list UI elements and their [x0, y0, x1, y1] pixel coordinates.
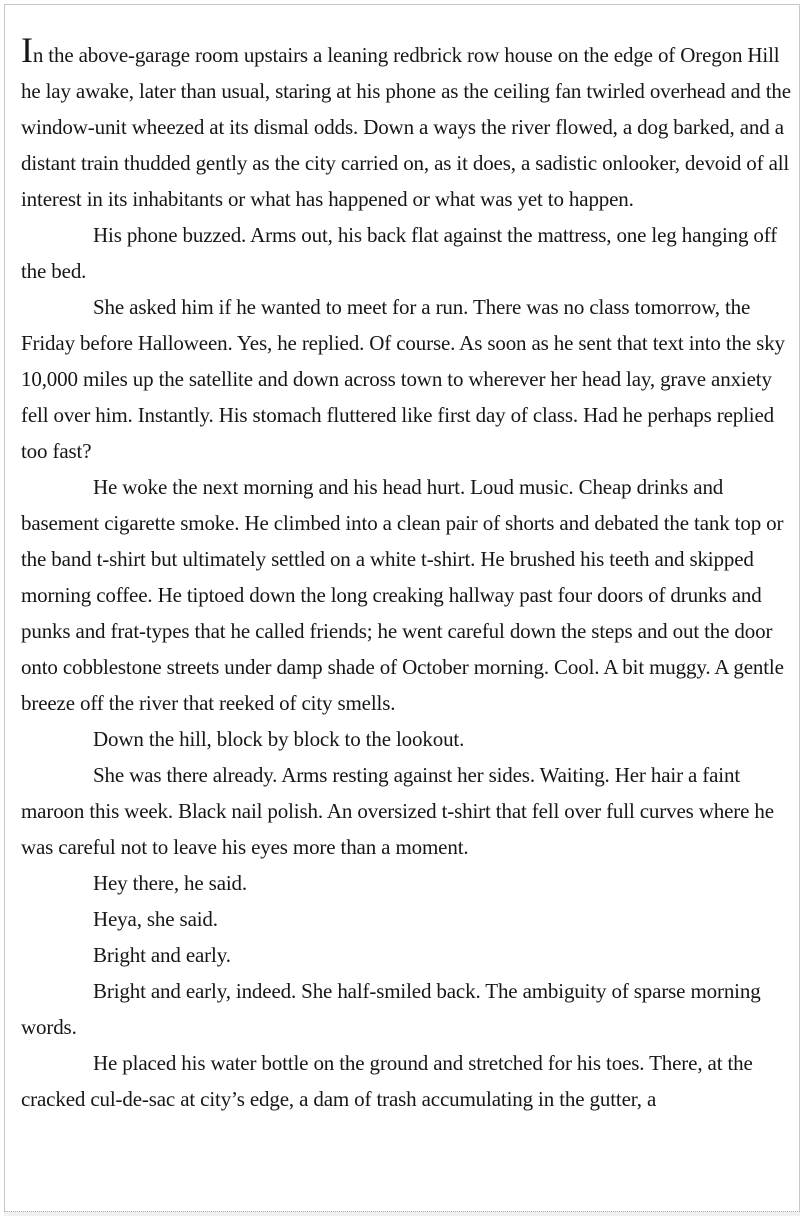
page-bottom-edge: [4, 1211, 800, 1216]
dialogue-line: Hey there, he said.: [93, 871, 248, 895]
paragraph: Down the hill, block by block to the lookout.: [93, 727, 465, 751]
story-body: [21, 30, 791, 1117]
dialogue-line: Heya, she said.: [93, 907, 218, 931]
paragraph: She was there already. Arms resting against her sides. Waiting. Her hair a faint maroon this week. Black nail polish. An oversized t-shirt that fell over full curves where he was careful not to leave his eyes more than a moment.: [21, 763, 774, 859]
opening-text: n the above-garage room upstairs a leaning redbrick row house on the edge of Oregon Hill he lay awake, later than usual, staring at his phone as the ceiling fan twirled overhead and the window-unit wheezed at its dismal odds. Down a ways the river flowed, a dog barked, and a distant train thudded gently as the city carried on, as it does, a sadistic onlooker, devoid of all interest in its inhabitants or what has happened or what was yet to happen.: [21, 43, 791, 211]
paragraph: He woke the next morning and his head hurt. Loud music. Cheap drinks and basement cigarette smoke. He climbed into a clean pair of shorts and debated the tank top or the band t-shirt but ultimately settled on a white t-shirt. He brushed his teeth and skipped morning coffee. He tiptoed down the long creaking hallway past four doors of drunks and punks and frat-types that he called friends; he went careful down the steps and out the door onto cobblestone streets under damp shade of October morning. Cool. A bit muggy. A gentle breeze off the river that reeked of city smells.: [21, 475, 784, 715]
paragraph: He placed his water bottle on the ground and stretched for his toes. There, at the cracked cul-de-sac at city’s edge, a dam of trash accumulating in the gutter, a: [21, 1051, 753, 1111]
opening-paragraph: [21, 30, 791, 217]
paragraph: She asked him if he wanted to meet for a run. There was no class tomorrow, the Friday before Halloween. Yes, he replied. Of course. As soon as he sent that text into the sky 10,000 miles up the satellite and down across town to wherever her head lay, grave anxiety fell over him. Instantly. His stomach fluttered like first day of class. Had he perhaps replied too fast?: [21, 295, 785, 463]
paragraph: Bright and early, indeed. She half-smiled back. The ambiguity of sparse morning words.: [21, 979, 761, 1039]
paragraph: His phone buzzed. Arms out, his back flat against the mattress, one leg hanging off the bed.: [21, 223, 778, 283]
document-page: [4, 4, 800, 1216]
drop-initial: I: [21, 30, 33, 70]
dialogue-line: Bright and early.: [93, 943, 231, 967]
